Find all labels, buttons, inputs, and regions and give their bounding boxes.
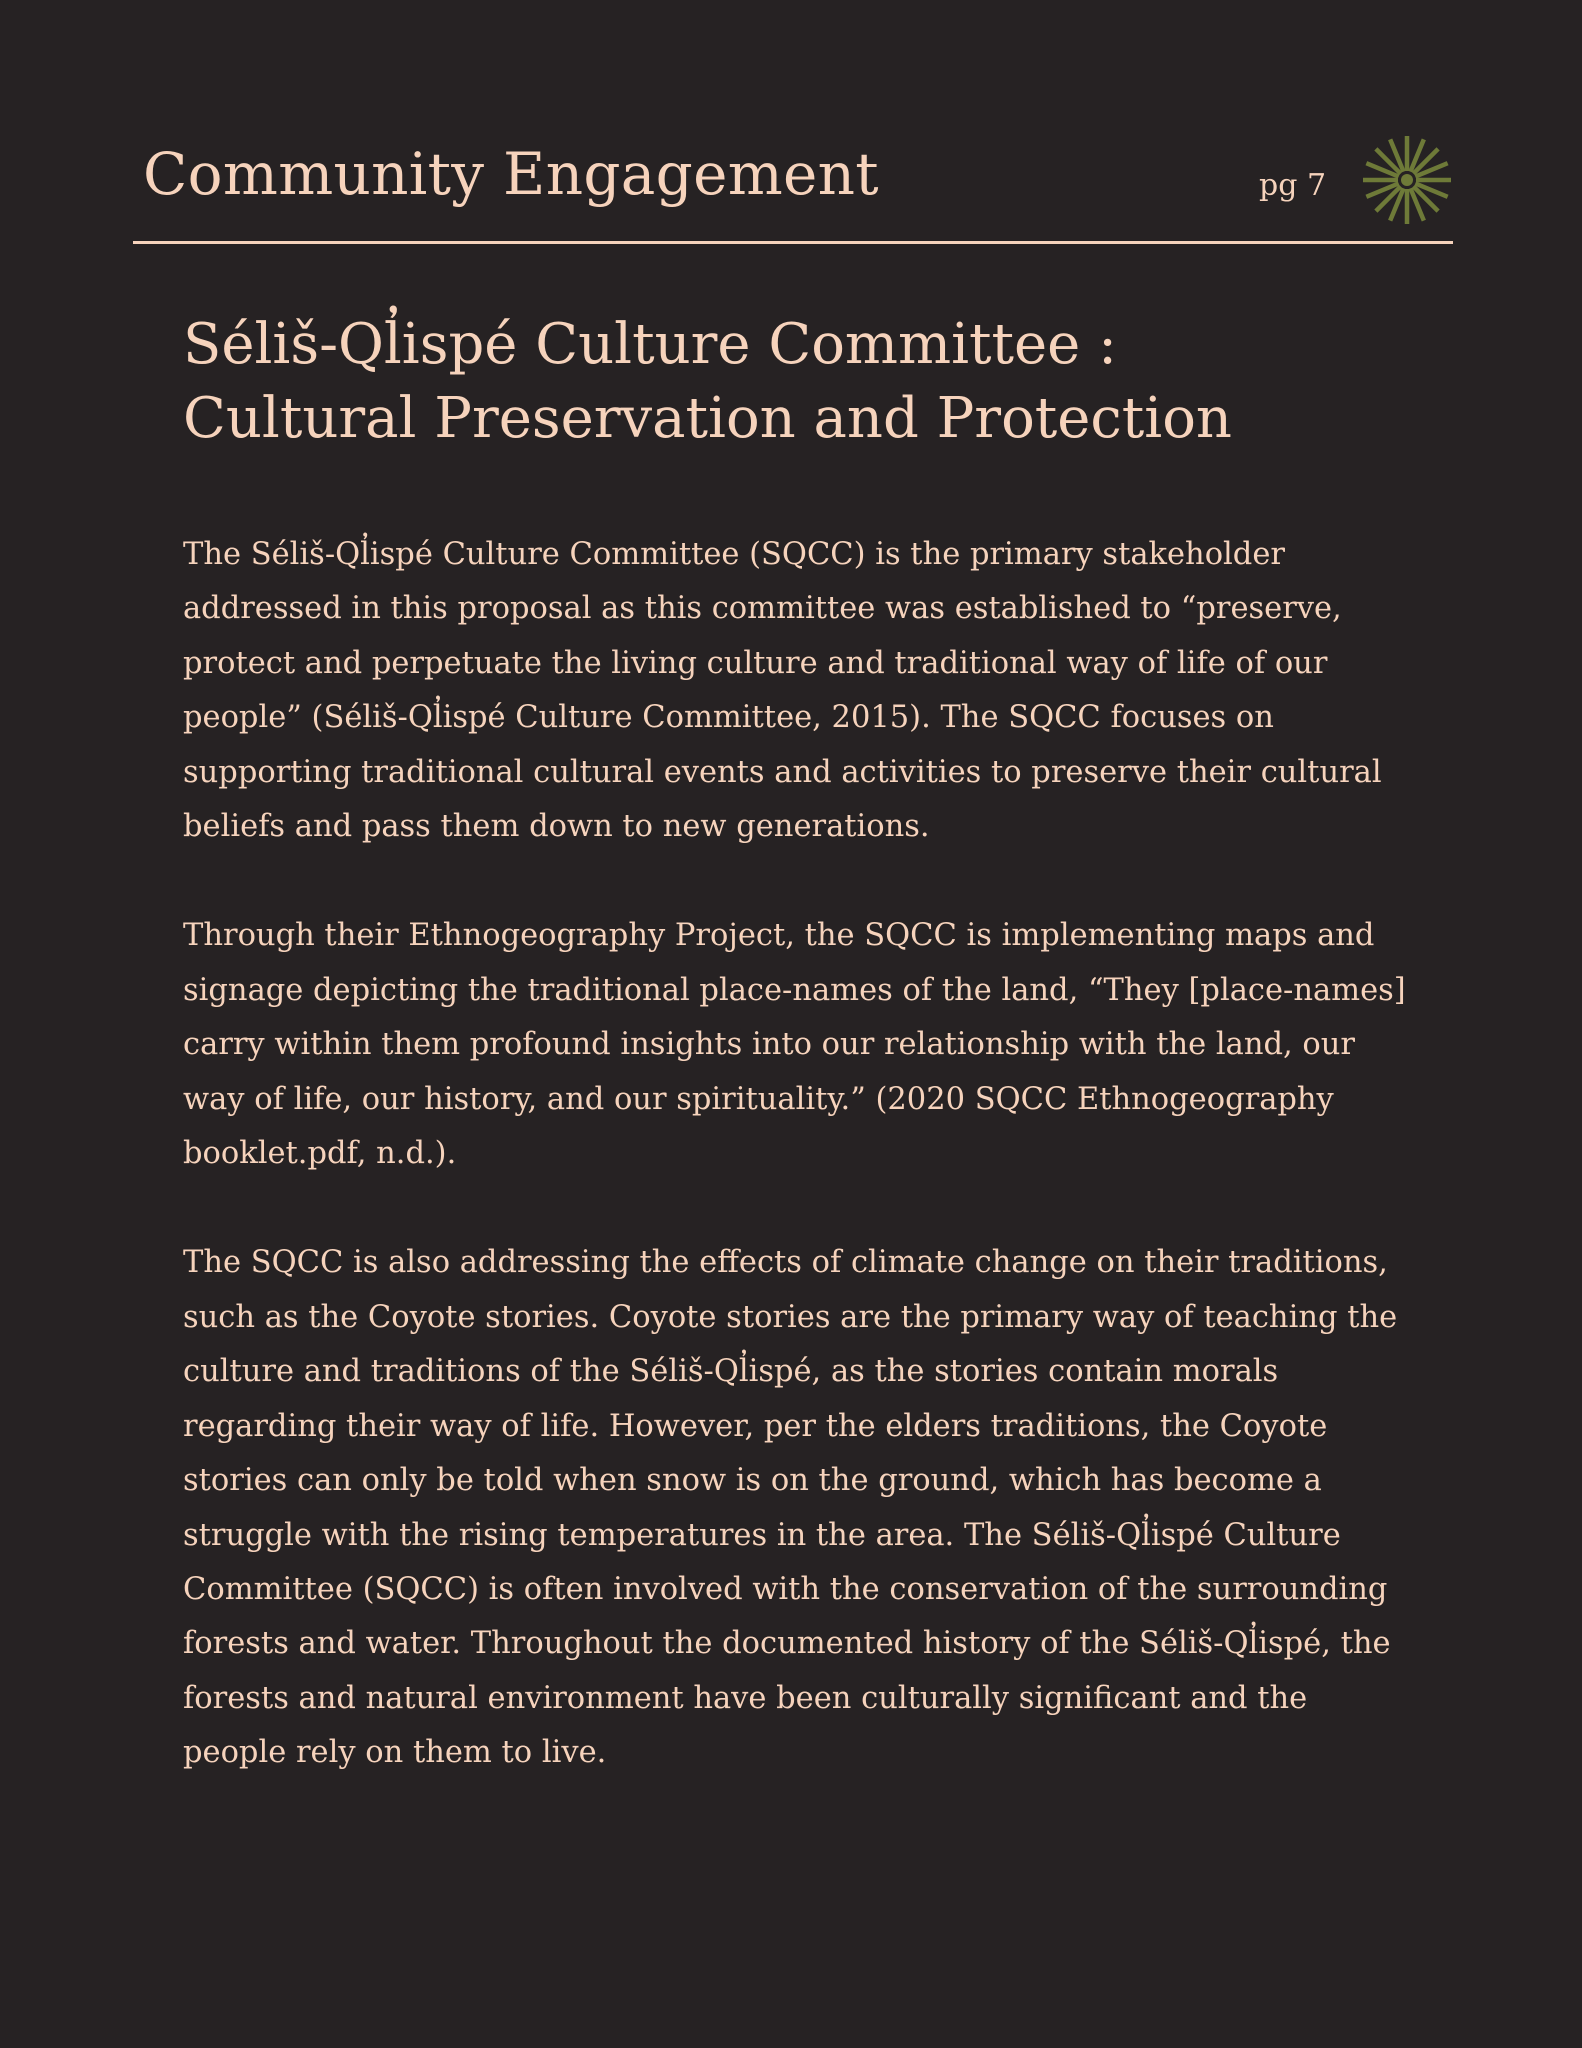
paragraph-3: The SQCC is also addressing the effects of climate change on their traditions, such as the Coyote stories. Coyote stories are the primary way of teaching the culture and traditions of the Séliš-Ql̓ispé, as the stories contain morals regarding their way of life. However, per the elders traditions, the Coyote stories can only be told when snow is on the ground, which has become a struggle with the rising temperatures in the area. The Séliš-Ql̓ispé Culture Committee (SQCC) is often involved with the conservation of the surrounding forests and water. Throughout the documented history of the Séliš-Ql̓ispé, the forests and natural environment have been culturally significant and the people rely on them to live. [183,1245,1398,1771]
paragraph-1: The Séliš-Ql̓ispé Culture Committee (SQCC) is the primary stakeholder addressed in this proposal as this committee was established to “preserve, protect and perpetuate the living culture and traditional way of life of our people” (Séliš-Ql̓ispé Culture Committee, 2015). The SQCC focuses on supporting traditional cultural events and activities to preserve their cultural beliefs and pass them down to new generations. [183,537,1382,845]
header-divider [133,241,1453,244]
section-title: Community Engagement [143,140,879,208]
page-header [133,128,1453,236]
article-title: Séliš-Ql̓ispé Culture Committee : Cultural Preservation and Protection [183,312,1232,451]
paragraph-2: Through their Ethnogeography Project, the SQCC is implementing maps and signage depicting the traditional place-names of the land, “They [place-names] carry within them profound insights into our relationship with the land, our way of life, our history, and our spirituality.” (2020 SQCC Ethnogeography booklet.pdf, n.d.). [183,918,1406,1172]
page-number: pg 7 [1259,168,1327,203]
sun-burst-icon [1361,134,1453,226]
article-body [183,308,1413,1836]
